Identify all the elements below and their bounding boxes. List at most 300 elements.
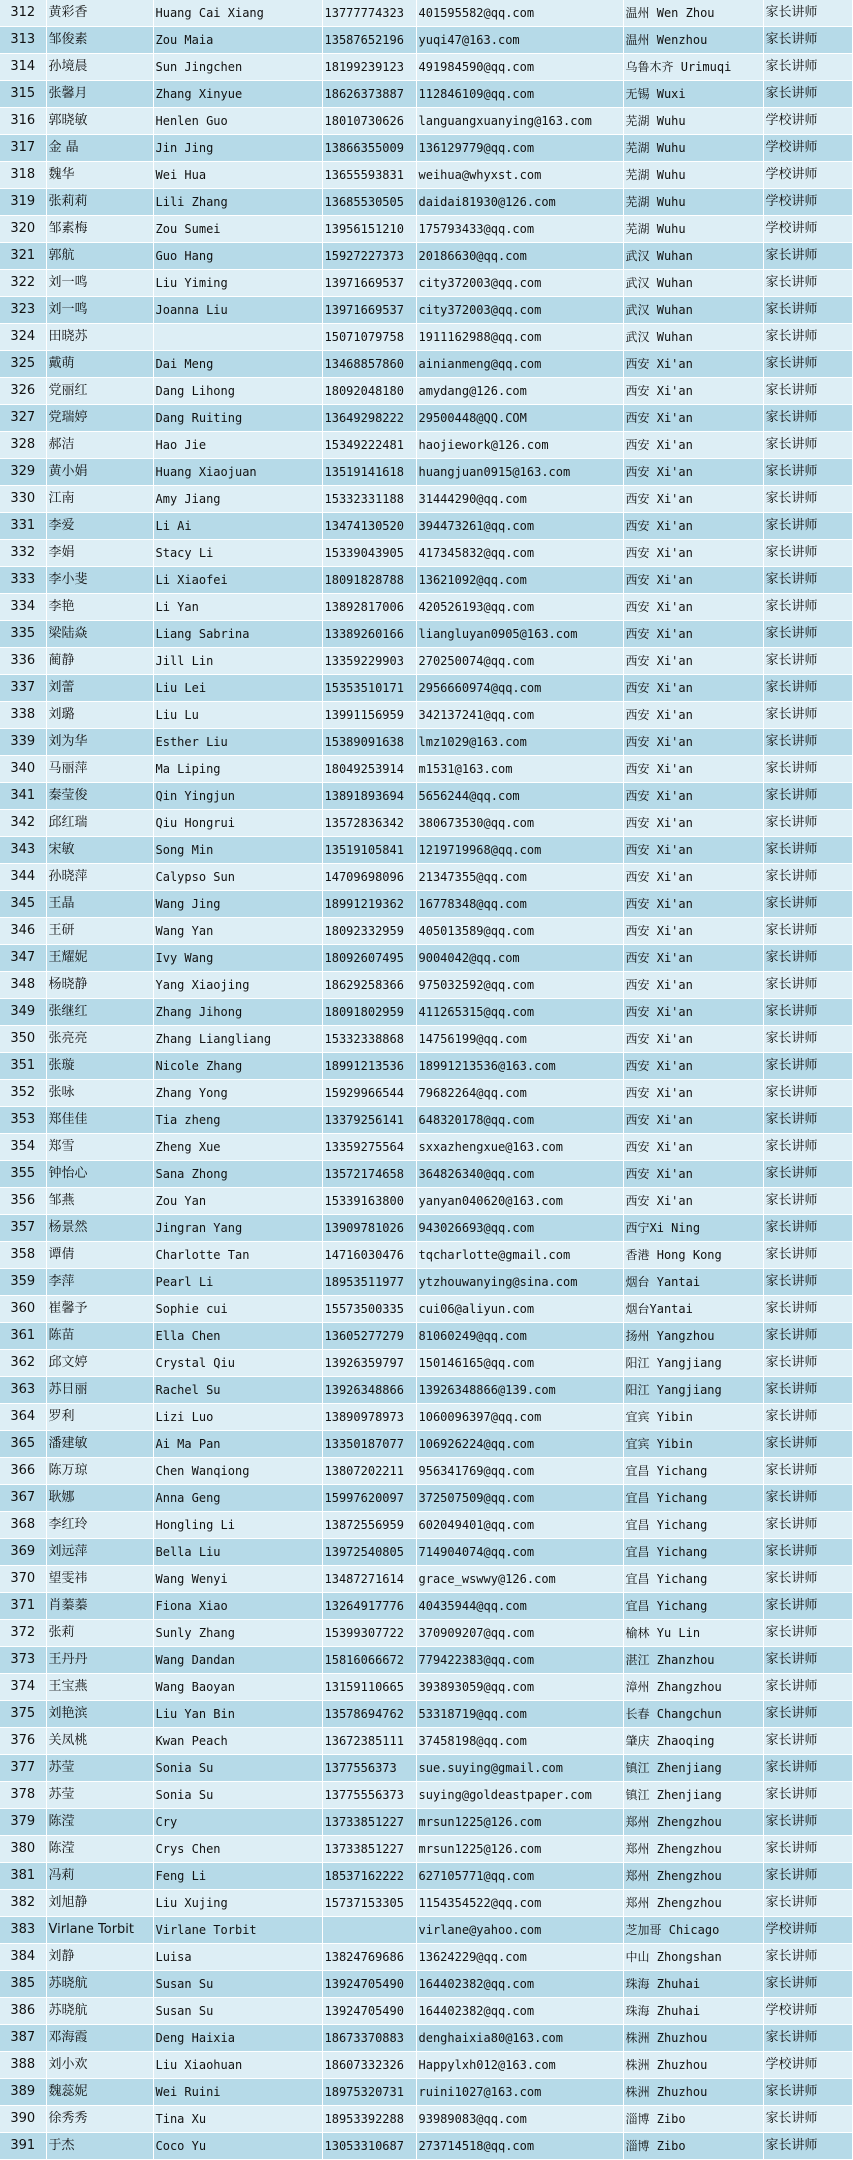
email-cell[interactable]: 37458198@qq.com (416, 1728, 623, 1755)
role-cell[interactable]: 家长讲师 (763, 1782, 852, 1809)
phone-cell[interactable]: 13872556959 (322, 1512, 416, 1539)
role-cell[interactable]: 家长讲师 (763, 864, 852, 891)
row-number[interactable]: 368 (0, 1512, 46, 1539)
english-name[interactable]: Virlane Torbit (153, 1917, 322, 1944)
phone-cell[interactable]: 15332331188 (322, 486, 416, 513)
english-name[interactable]: Liu Lu (153, 702, 322, 729)
city-cell[interactable]: 郑州 Zhengzhou (623, 1863, 763, 1890)
email-cell[interactable]: 380673530@qq.com (416, 810, 623, 837)
english-name[interactable]: Nicole Zhang (153, 1053, 322, 1080)
email-cell[interactable]: 112846109@qq.com (416, 81, 623, 108)
city-cell[interactable]: 芜湖 Wuhu (623, 135, 763, 162)
row-number[interactable]: 333 (0, 567, 46, 594)
row-number[interactable]: 358 (0, 1242, 46, 1269)
city-cell[interactable]: 西安 Xi'an (623, 756, 763, 783)
chinese-name[interactable]: 钟怡心 (46, 1161, 153, 1188)
city-cell[interactable]: 西安 Xi'an (623, 864, 763, 891)
english-name[interactable]: Qiu Hongrui (153, 810, 322, 837)
role-cell[interactable]: 家长讲师 (763, 1863, 852, 1890)
role-cell[interactable]: 家长讲师 (763, 1431, 852, 1458)
role-cell[interactable]: 家长讲师 (763, 783, 852, 810)
row-number[interactable]: 330 (0, 486, 46, 513)
role-cell[interactable]: 家长讲师 (763, 1296, 852, 1323)
role-cell[interactable]: 家长讲师 (763, 1755, 852, 1782)
city-cell[interactable]: 西安 Xi'an (623, 1080, 763, 1107)
row-number[interactable]: 390 (0, 2106, 46, 2133)
english-name[interactable]: Tina Xu (153, 2106, 322, 2133)
chinese-name[interactable]: 陈滢 (46, 1809, 153, 1836)
row-number[interactable]: 313 (0, 27, 46, 54)
row-number[interactable]: 362 (0, 1350, 46, 1377)
english-name[interactable]: Li Yan (153, 594, 322, 621)
city-cell[interactable]: 郑州 Zhengzhou (623, 1890, 763, 1917)
chinese-name[interactable]: 苏晓航 (46, 1971, 153, 1998)
city-cell[interactable]: 西安 Xi'an (623, 621, 763, 648)
row-number[interactable]: 347 (0, 945, 46, 972)
english-name[interactable]: Guo Hang (153, 243, 322, 270)
city-cell[interactable]: 香港 Hong Kong (623, 1242, 763, 1269)
row-number[interactable]: 327 (0, 405, 46, 432)
city-cell[interactable]: 武汉 Wuhan (623, 270, 763, 297)
phone-cell[interactable]: 15353510171 (322, 675, 416, 702)
row-number[interactable]: 335 (0, 621, 46, 648)
chinese-name[interactable]: 黄彩香 (46, 0, 153, 27)
email-cell[interactable]: grace_wswwy@126.com (416, 1566, 623, 1593)
phone-cell[interactable]: 15737153305 (322, 1890, 416, 1917)
role-cell[interactable]: 家长讲师 (763, 1323, 852, 1350)
chinese-name[interactable]: 王丹丹 (46, 1647, 153, 1674)
english-name[interactable]: Chen Wanqiong (153, 1458, 322, 1485)
role-cell[interactable]: 家长讲师 (763, 945, 852, 972)
english-name[interactable]: Jin Jing (153, 135, 322, 162)
phone-cell[interactable]: 13777774323 (322, 0, 416, 27)
phone-cell[interactable]: 13892817006 (322, 594, 416, 621)
email-cell[interactable]: 1060096397@qq.com (416, 1404, 623, 1431)
english-name[interactable]: Sonia Su (153, 1782, 322, 1809)
email-cell[interactable]: 31444290@qq.com (416, 486, 623, 513)
city-cell[interactable]: 宜宾 Yibin (623, 1404, 763, 1431)
email-cell[interactable]: 370909207@qq.com (416, 1620, 623, 1647)
email-cell[interactable]: 2956660974@qq.com (416, 675, 623, 702)
city-cell[interactable]: 无锡 Wuxi (623, 81, 763, 108)
phone-cell[interactable]: 13971669537 (322, 297, 416, 324)
english-name[interactable]: Sophie cui (153, 1296, 322, 1323)
row-number[interactable]: 370 (0, 1566, 46, 1593)
row-number[interactable]: 381 (0, 1863, 46, 1890)
role-cell[interactable]: 家长讲师 (763, 1647, 852, 1674)
phone-cell[interactable] (322, 1917, 416, 1944)
phone-cell[interactable]: 13824769686 (322, 1944, 416, 1971)
english-name[interactable]: Fiona Xiao (153, 1593, 322, 1620)
role-cell[interactable]: 家长讲师 (763, 1080, 852, 1107)
chinese-name[interactable]: 刘远萍 (46, 1539, 153, 1566)
chinese-name[interactable]: 邱红瑞 (46, 810, 153, 837)
english-name[interactable]: Ma Liping (153, 756, 322, 783)
phone-cell[interactable]: 18092048180 (322, 378, 416, 405)
chinese-name[interactable]: 王研 (46, 918, 153, 945)
english-name[interactable]: Luisa (153, 1944, 322, 1971)
email-cell[interactable]: 20186630@qq.com (416, 243, 623, 270)
chinese-name[interactable]: 张璇 (46, 1053, 153, 1080)
role-cell[interactable]: 家长讲师 (763, 270, 852, 297)
chinese-name[interactable]: 杨景然 (46, 1215, 153, 1242)
row-number[interactable]: 369 (0, 1539, 46, 1566)
phone-cell[interactable]: 13519141618 (322, 459, 416, 486)
email-cell[interactable]: 420526193@qq.com (416, 594, 623, 621)
english-name[interactable]: Sunly Zhang (153, 1620, 322, 1647)
role-cell[interactable]: 家长讲师 (763, 54, 852, 81)
city-cell[interactable]: 西安 Xi'an (623, 972, 763, 999)
role-cell[interactable]: 家长讲师 (763, 648, 852, 675)
role-cell[interactable]: 家长讲师 (763, 27, 852, 54)
english-name[interactable]: Li Xiaofei (153, 567, 322, 594)
chinese-name[interactable]: 苏莹 (46, 1782, 153, 1809)
email-cell[interactable]: m1531@163.com (416, 756, 623, 783)
email-cell[interactable]: suying@goldeastpaper.com (416, 1782, 623, 1809)
phone-cell[interactable]: 15929966544 (322, 1080, 416, 1107)
city-cell[interactable]: 宜昌 Yichang (623, 1458, 763, 1485)
role-cell[interactable]: 家长讲师 (763, 1593, 852, 1620)
city-cell[interactable]: 淄博 Zibo (623, 2106, 763, 2133)
english-name[interactable]: Dang Ruiting (153, 405, 322, 432)
english-name[interactable]: Liu Lei (153, 675, 322, 702)
phone-cell[interactable]: 13053310687 (322, 2133, 416, 2160)
email-cell[interactable]: mrsun1225@126.com (416, 1809, 623, 1836)
phone-cell[interactable]: 13972540805 (322, 1539, 416, 1566)
role-cell[interactable]: 学校讲师 (763, 2052, 852, 2079)
english-name[interactable]: Zheng Xue (153, 1134, 322, 1161)
row-number[interactable]: 349 (0, 999, 46, 1026)
row-number[interactable]: 323 (0, 297, 46, 324)
phone-cell[interactable]: 18953511977 (322, 1269, 416, 1296)
row-number[interactable]: 361 (0, 1323, 46, 1350)
english-name[interactable]: Wang Jing (153, 891, 322, 918)
email-cell[interactable]: daidai81930@126.com (416, 189, 623, 216)
phone-cell[interactable]: 15339163800 (322, 1188, 416, 1215)
english-name[interactable]: Ivy Wang (153, 945, 322, 972)
phone-cell[interactable]: 13572174658 (322, 1161, 416, 1188)
chinese-name[interactable]: 宋敏 (46, 837, 153, 864)
phone-cell[interactable]: 15339043905 (322, 540, 416, 567)
role-cell[interactable]: 学校讲师 (763, 162, 852, 189)
chinese-name[interactable]: 孙晓萍 (46, 864, 153, 891)
email-cell[interactable]: sxxazhengxue@163.com (416, 1134, 623, 1161)
city-cell[interactable]: 镇江 Zhenjiang (623, 1755, 763, 1782)
city-cell[interactable]: 株洲 Zhuzhou (623, 2052, 763, 2079)
english-name[interactable]: Sonia Su (153, 1755, 322, 1782)
city-cell[interactable]: 芝加哥 Chicago (623, 1917, 763, 1944)
role-cell[interactable]: 家长讲师 (763, 1215, 852, 1242)
phone-cell[interactable]: 18199239123 (322, 54, 416, 81)
phone-cell[interactable]: 13359229903 (322, 648, 416, 675)
chinese-name[interactable]: 黄小娟 (46, 459, 153, 486)
row-number[interactable]: 331 (0, 513, 46, 540)
chinese-name[interactable]: 张咏 (46, 1080, 153, 1107)
chinese-name[interactable]: 江南 (46, 486, 153, 513)
role-cell[interactable]: 学校讲师 (763, 135, 852, 162)
phone-cell[interactable]: 13487271614 (322, 1566, 416, 1593)
row-number[interactable]: 377 (0, 1755, 46, 1782)
chinese-name[interactable]: 陈滢 (46, 1836, 153, 1863)
row-number[interactable]: 382 (0, 1890, 46, 1917)
phone-cell[interactable]: 13572836342 (322, 810, 416, 837)
english-name[interactable] (153, 324, 322, 351)
row-number[interactable]: 388 (0, 2052, 46, 2079)
role-cell[interactable]: 家长讲师 (763, 972, 852, 999)
chinese-name[interactable]: 郭晓敏 (46, 108, 153, 135)
email-cell[interactable]: 1154354522@qq.com (416, 1890, 623, 1917)
chinese-name[interactable]: 孙境晨 (46, 54, 153, 81)
chinese-name[interactable]: 刘一鸣 (46, 297, 153, 324)
city-cell[interactable]: 榆林 Yu Lin (623, 1620, 763, 1647)
city-cell[interactable]: 西宁Xi Ning (623, 1215, 763, 1242)
english-name[interactable]: Dang Lihong (153, 378, 322, 405)
city-cell[interactable]: 西安 Xi'an (623, 810, 763, 837)
chinese-name[interactable]: 刘璐 (46, 702, 153, 729)
city-cell[interactable]: 武汉 Wuhan (623, 324, 763, 351)
chinese-name[interactable]: 刘蕾 (46, 675, 153, 702)
chinese-name[interactable]: 苏晓航 (46, 1998, 153, 2025)
chinese-name[interactable]: 邹素梅 (46, 216, 153, 243)
city-cell[interactable]: 武汉 Wuhan (623, 243, 763, 270)
role-cell[interactable]: 家长讲师 (763, 1377, 852, 1404)
phone-cell[interactable]: 13733851227 (322, 1836, 416, 1863)
phone-cell[interactable]: 18991219362 (322, 891, 416, 918)
city-cell[interactable]: 西安 Xi'an (623, 891, 763, 918)
email-cell[interactable]: cui06@aliyun.com (416, 1296, 623, 1323)
role-cell[interactable]: 家长讲师 (763, 1890, 852, 1917)
city-cell[interactable]: 西安 Xi'an (623, 513, 763, 540)
city-cell[interactable]: 芜湖 Wuhu (623, 216, 763, 243)
english-name[interactable]: Zou Maia (153, 27, 322, 54)
role-cell[interactable]: 家长讲师 (763, 0, 852, 27)
role-cell[interactable]: 家长讲师 (763, 1350, 852, 1377)
chinese-name[interactable]: 张馨月 (46, 81, 153, 108)
phone-cell[interactable]: 15332338868 (322, 1026, 416, 1053)
phone-cell[interactable]: 13891893694 (322, 783, 416, 810)
english-name[interactable]: Coco Yu (153, 2133, 322, 2160)
row-number[interactable]: 322 (0, 270, 46, 297)
email-cell[interactable]: yanyan040620@163.com (416, 1188, 623, 1215)
city-cell[interactable]: 宜昌 Yichang (623, 1512, 763, 1539)
chinese-name[interactable]: 李红玲 (46, 1512, 153, 1539)
email-cell[interactable]: 714904074@qq.com (416, 1539, 623, 1566)
chinese-name[interactable]: 刘静 (46, 1944, 153, 1971)
role-cell[interactable]: 学校讲师 (763, 1917, 852, 1944)
city-cell[interactable]: 西安 Xi'an (623, 405, 763, 432)
chinese-name[interactable]: 梁陆焱 (46, 621, 153, 648)
email-cell[interactable]: 13926348866@139.com (416, 1377, 623, 1404)
english-name[interactable]: Huang Cai Xiang (153, 0, 322, 27)
english-name[interactable]: Liu Yan Bin (153, 1701, 322, 1728)
role-cell[interactable]: 家长讲师 (763, 1485, 852, 1512)
city-cell[interactable]: 扬州 Yangzhou (623, 1323, 763, 1350)
city-cell[interactable]: 温州 Wen Zhou (623, 0, 763, 27)
english-name[interactable]: Pearl Li (153, 1269, 322, 1296)
phone-cell[interactable]: 13605277279 (322, 1323, 416, 1350)
chinese-name[interactable]: 王耀妮 (46, 945, 153, 972)
email-cell[interactable]: 270250074@qq.com (416, 648, 623, 675)
email-cell[interactable]: lmz1029@163.com (416, 729, 623, 756)
chinese-name[interactable]: 李小斐 (46, 567, 153, 594)
city-cell[interactable]: 烟台 Yantai (623, 1269, 763, 1296)
row-number[interactable]: 340 (0, 756, 46, 783)
email-cell[interactable]: ainianmeng@qq.com (416, 351, 623, 378)
city-cell[interactable]: 宜昌 Yichang (623, 1566, 763, 1593)
english-name[interactable]: Rachel Su (153, 1377, 322, 1404)
row-number[interactable]: 373 (0, 1647, 46, 1674)
email-cell[interactable]: 9004042@qq.com (416, 945, 623, 972)
row-number[interactable]: 366 (0, 1458, 46, 1485)
phone-cell[interactable]: 13991156959 (322, 702, 416, 729)
english-name[interactable]: Jill Lin (153, 648, 322, 675)
row-number[interactable]: 391 (0, 2133, 46, 2160)
chinese-name[interactable]: 刘艳滨 (46, 1701, 153, 1728)
email-cell[interactable]: 13621092@qq.com (416, 567, 623, 594)
english-name[interactable]: Ella Chen (153, 1323, 322, 1350)
city-cell[interactable]: 芜湖 Wuhu (623, 108, 763, 135)
chinese-name[interactable]: 陈苗 (46, 1323, 153, 1350)
row-number[interactable]: 380 (0, 1836, 46, 1863)
city-cell[interactable]: 珠海 Zhuhai (623, 1998, 763, 2025)
phone-cell[interactable]: 13956151210 (322, 216, 416, 243)
english-name[interactable]: Esther Liu (153, 729, 322, 756)
city-cell[interactable]: 株洲 Zhuzhou (623, 2025, 763, 2052)
row-number[interactable]: 312 (0, 0, 46, 27)
email-cell[interactable]: mrsun1225@126.com (416, 1836, 623, 1863)
phone-cell[interactable]: 14716030476 (322, 1242, 416, 1269)
chinese-name[interactable]: 于杰 (46, 2133, 153, 2160)
city-cell[interactable]: 西安 Xi'an (623, 918, 763, 945)
email-cell[interactable]: 602049401@qq.com (416, 1512, 623, 1539)
role-cell[interactable]: 家长讲师 (763, 729, 852, 756)
english-name[interactable]: Wang Yan (153, 918, 322, 945)
english-name[interactable]: Feng Li (153, 1863, 322, 1890)
english-name[interactable]: Deng Haixia (153, 2025, 322, 2052)
chinese-name[interactable]: 潘建敏 (46, 1431, 153, 1458)
role-cell[interactable]: 学校讲师 (763, 216, 852, 243)
city-cell[interactable]: 西安 Xi'an (623, 1107, 763, 1134)
email-cell[interactable]: 13624229@qq.com (416, 1944, 623, 1971)
role-cell[interactable]: 家长讲师 (763, 1620, 852, 1647)
role-cell[interactable]: 学校讲师 (763, 1998, 852, 2025)
row-number[interactable]: 354 (0, 1134, 46, 1161)
phone-cell[interactable]: 13866355009 (322, 135, 416, 162)
row-number[interactable]: 351 (0, 1053, 46, 1080)
english-name[interactable]: Liang Sabrina (153, 621, 322, 648)
row-number[interactable]: 376 (0, 1728, 46, 1755)
chinese-name[interactable]: 王晶 (46, 891, 153, 918)
city-cell[interactable]: 郑州 Zhengzhou (623, 1809, 763, 1836)
row-number[interactable]: 346 (0, 918, 46, 945)
row-number[interactable]: 334 (0, 594, 46, 621)
row-number[interactable]: 365 (0, 1431, 46, 1458)
city-cell[interactable]: 西安 Xi'an (623, 729, 763, 756)
role-cell[interactable]: 家长讲师 (763, 1107, 852, 1134)
email-cell[interactable]: denghaixia80@163.com (416, 2025, 623, 2052)
email-cell[interactable]: 1911162988@qq.com (416, 324, 623, 351)
role-cell[interactable]: 家长讲师 (763, 621, 852, 648)
row-number[interactable]: 385 (0, 1971, 46, 1998)
city-cell[interactable]: 西安 Xi'an (623, 675, 763, 702)
city-cell[interactable]: 西安 Xi'an (623, 594, 763, 621)
phone-cell[interactable]: 15389091638 (322, 729, 416, 756)
role-cell[interactable]: 家长讲师 (763, 1242, 852, 1269)
email-cell[interactable]: amydang@126.com (416, 378, 623, 405)
english-name[interactable]: Calypso Sun (153, 864, 322, 891)
city-cell[interactable]: 西安 Xi'an (623, 1161, 763, 1188)
phone-cell[interactable]: 15927227373 (322, 243, 416, 270)
city-cell[interactable]: 西安 Xi'an (623, 432, 763, 459)
phone-cell[interactable]: 13926359797 (322, 1350, 416, 1377)
role-cell[interactable]: 家长讲师 (763, 1053, 852, 1080)
role-cell[interactable]: 家长讲师 (763, 594, 852, 621)
phone-cell[interactable]: 13359275564 (322, 1134, 416, 1161)
phone-cell[interactable]: 13685530505 (322, 189, 416, 216)
role-cell[interactable]: 家长讲师 (763, 1674, 852, 1701)
english-name[interactable]: Liu Xiaohuan (153, 2052, 322, 2079)
row-number[interactable]: 367 (0, 1485, 46, 1512)
english-name[interactable]: Liu Yiming (153, 270, 322, 297)
role-cell[interactable]: 家长讲师 (763, 1512, 852, 1539)
city-cell[interactable]: 西安 Xi'an (623, 459, 763, 486)
english-name[interactable]: Li Ai (153, 513, 322, 540)
chinese-name[interactable]: 刘旭静 (46, 1890, 153, 1917)
phone-cell[interactable]: 18010730626 (322, 108, 416, 135)
english-name[interactable]: Dai Meng (153, 351, 322, 378)
english-name[interactable]: Wang Wenyi (153, 1566, 322, 1593)
phone-cell[interactable]: 18092607495 (322, 945, 416, 972)
phone-cell[interactable]: 18975320731 (322, 2079, 416, 2106)
email-cell[interactable]: languangxuanying@163.com (416, 108, 623, 135)
english-name[interactable]: Liu Xujing (153, 1890, 322, 1917)
phone-cell[interactable]: 18537162222 (322, 1863, 416, 1890)
row-number[interactable]: 352 (0, 1080, 46, 1107)
row-number[interactable]: 343 (0, 837, 46, 864)
city-cell[interactable]: 西安 Xi'an (623, 1134, 763, 1161)
chinese-name[interactable]: 戴萌 (46, 351, 153, 378)
chinese-name[interactable]: 张莉 (46, 1620, 153, 1647)
english-name[interactable]: Zhang Liangliang (153, 1026, 322, 1053)
email-cell[interactable]: city372003@qq.com (416, 297, 623, 324)
phone-cell[interactable]: 18092332959 (322, 918, 416, 945)
email-cell[interactable]: 364826340@qq.com (416, 1161, 623, 1188)
email-cell[interactable]: 411265315@qq.com (416, 999, 623, 1026)
role-cell[interactable]: 家长讲师 (763, 1161, 852, 1188)
email-cell[interactable]: yuqi47@163.com (416, 27, 623, 54)
row-number[interactable]: 383 (0, 1917, 46, 1944)
row-number[interactable]: 325 (0, 351, 46, 378)
role-cell[interactable]: 家长讲师 (763, 675, 852, 702)
chinese-name[interactable]: 刘为华 (46, 729, 153, 756)
chinese-name[interactable]: 崔馨予 (46, 1296, 153, 1323)
phone-cell[interactable]: 15071079758 (322, 324, 416, 351)
role-cell[interactable]: 家长讲师 (763, 1404, 852, 1431)
english-name[interactable]: Hongling Li (153, 1512, 322, 1539)
city-cell[interactable]: 西安 Xi'an (623, 648, 763, 675)
email-cell[interactable]: 18991213536@163.com (416, 1053, 623, 1080)
row-number[interactable]: 364 (0, 1404, 46, 1431)
phone-cell[interactable]: 13519105841 (322, 837, 416, 864)
email-cell[interactable]: city372003@qq.com (416, 270, 623, 297)
city-cell[interactable]: 宜昌 Yichang (623, 1593, 763, 1620)
phone-cell[interactable]: 18991213536 (322, 1053, 416, 1080)
row-number[interactable]: 314 (0, 54, 46, 81)
chinese-name[interactable]: 郑雪 (46, 1134, 153, 1161)
row-number[interactable]: 360 (0, 1296, 46, 1323)
row-number[interactable]: 332 (0, 540, 46, 567)
row-number[interactable]: 386 (0, 1998, 46, 2025)
